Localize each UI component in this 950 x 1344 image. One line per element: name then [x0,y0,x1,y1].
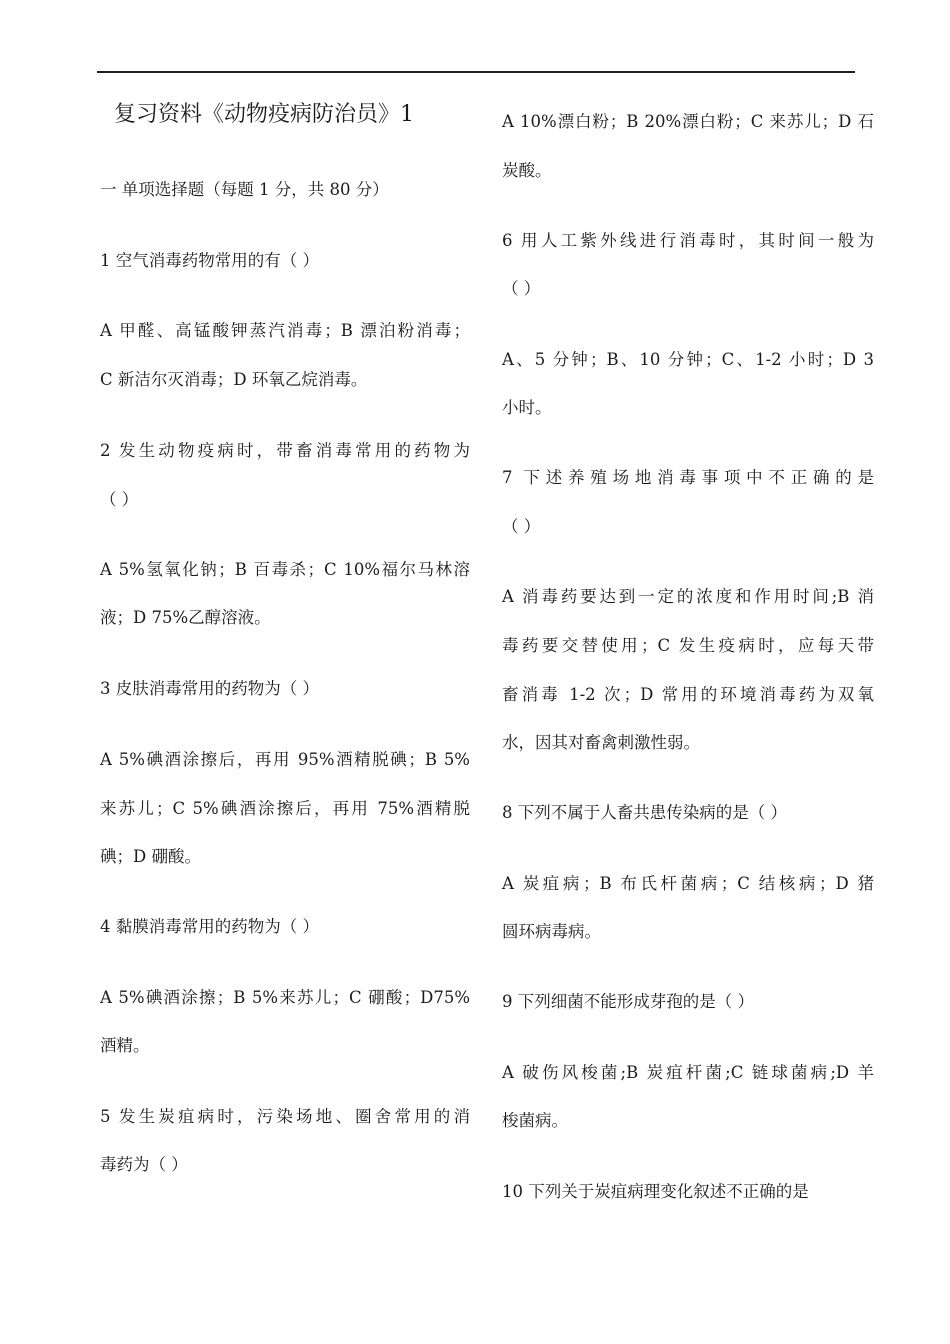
header-rule [97,71,855,73]
question-line: 毒药为（ ） [100,1155,188,1174]
question-line: （ ） [502,517,541,536]
question-line: 3 皮肤消毒常用的药物为（ ） [100,679,319,698]
question-line: 6 用人工紫外线进行消毒时，其时间一般为 [502,231,874,250]
option-line: C 新洁尔灭消毒；D 环氧乙烷消毒。 [100,370,368,389]
option-line: A 破伤风梭菌;B 炭疽杆菌;C 链球菌病;D 羊 [502,1063,874,1082]
option-line: 圆环病毒病。 [502,922,601,941]
option-line: A 5%碘酒涂擦后，再用 95%酒精脱碘；B 5% [100,750,470,769]
document-title: 复习资料《动物疫病防治员》1 [114,102,414,127]
option-line: A 10%漂白粉；B 20%漂白粉；C 来苏儿；D 石 [502,112,874,131]
question-line: 7 下述养殖场地消毒事项中不正确的是 [502,468,874,487]
option-line: A 消毒药要达到一定的浓度和作用时间;B 消 [502,587,874,606]
option-line: 酒精。 [100,1036,150,1055]
option-line: A 5%碘酒涂擦；B 5%来苏儿；C 硼酸；D75% [100,988,470,1007]
section-heading: 一 单项选择题（每题 1 分，共 80 分） [100,180,389,199]
question-line: 8 下列不属于人畜共患传染病的是（ ） [502,803,787,822]
question-line: 9 下列细菌不能形成芽孢的是（ ） [502,992,754,1011]
option-line: 水，因其对畜禽刺激性弱。 [502,733,700,752]
option-line: 畜消毒 1-2 次；D 常用的环境消毒药为双氧 [502,685,874,704]
question-line: （ ） [100,490,139,509]
option-line: A 甲醛、高锰酸钾蒸汽消毒；B 漂泊粉消毒； [100,321,470,340]
option-line: 来苏儿；C 5%碘酒涂擦后，再用 75%酒精脱 [100,799,470,818]
option-line: 小时。 [502,398,552,417]
option-line: A 炭疽病；B 布氏杆菌病；C 结核病；D 猪 [502,874,874,893]
question-line: 5 发生炭疽病时，污染场地、圈舍常用的消 [100,1107,470,1126]
question-line: （ ） [502,279,541,298]
option-line: 液；D 75%乙醇溶液。 [100,608,271,627]
question-line: 2 发生动物疫病时，带畜消毒常用的药物为 [100,441,470,460]
option-line: 碘；D 硼酸。 [100,847,201,866]
question-line: 10 下列关于炭疽病理变化叙述不正确的是 [502,1182,809,1201]
option-line: A、5 分钟；B、10 分钟；C、1-2 小时；D 3 [502,350,874,369]
question-line: 4 黏膜消毒常用的药物为（ ） [100,917,319,936]
option-line: A 5%氢氧化钠；B 百毒杀；C 10%福尔马林溶 [100,560,470,579]
option-line: 毒药要交替使用；C 发生疫病时，应每天带 [502,636,874,655]
option-line: 梭菌病。 [502,1111,568,1130]
option-line: 炭酸。 [502,161,552,180]
question-line: 1 空气消毒药物常用的有（ ） [100,251,319,270]
